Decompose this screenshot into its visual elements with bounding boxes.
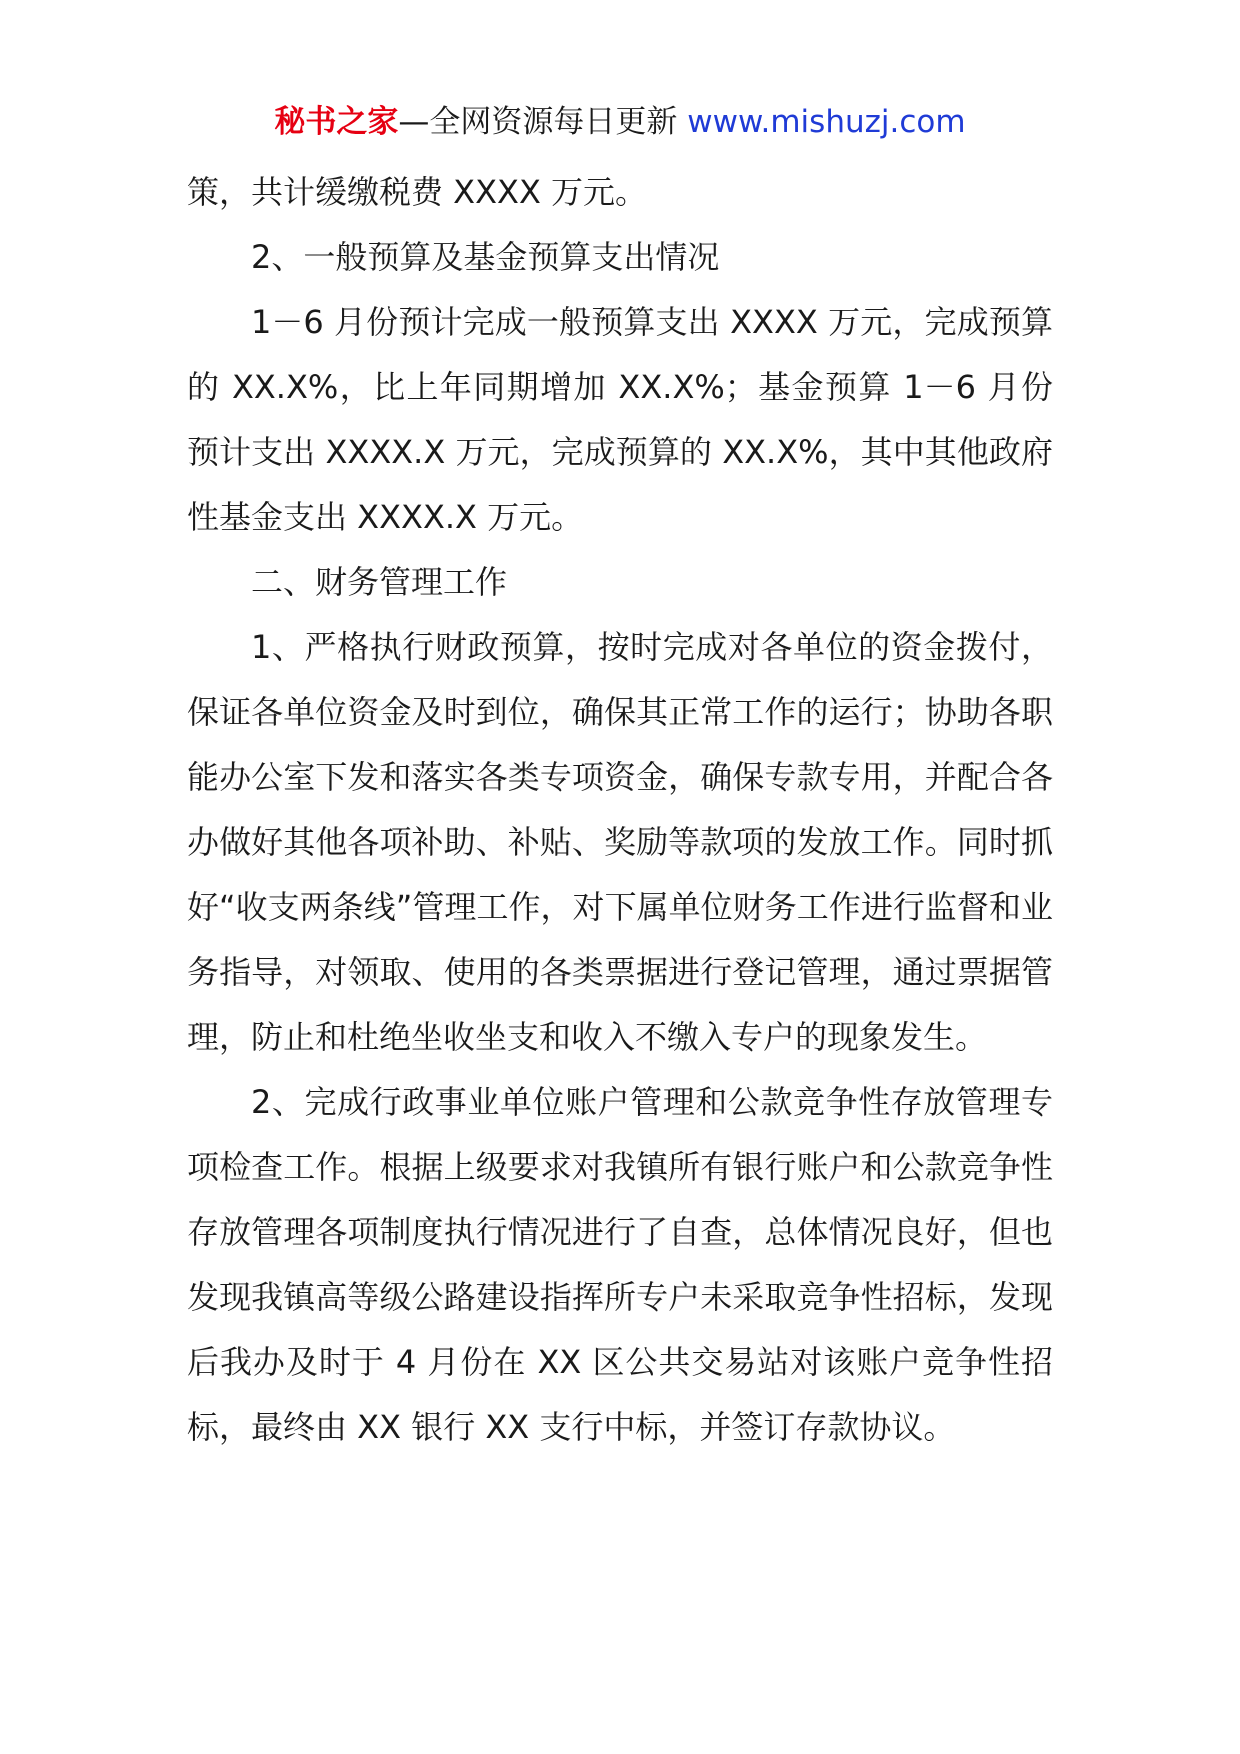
document-body (187, 160, 1053, 1460)
paragraph-continuation: 策，共计缓缴税费 XXXX 万元。 (187, 173, 648, 211)
brand-name: 秘书之家 (274, 104, 399, 140)
paragraph-budget-execution: 1、严格执行财政预算，按时完成对各单位的资金拨付，保证各单位资金及时到位，确保其正常工作的运行；协助各职能办公室下发和落实各类专项资金，确保专款专用，并配合各办做好其他各项补助、补贴、奖励等款项的发放工作。同时抓好“收支两条线”管理工作，对下属单位财务工作进行监督和业务指导，对领取、使用的各类票据进行登记管理，通过票据管理，防止和杜绝坐收坐支和收入不缴入专户的现象发生。 (187, 628, 1053, 1056)
header-tagline: —全网资源每日更新 (398, 104, 678, 140)
section-heading-financial-management: 二、财务管理工作 (251, 563, 508, 601)
section-heading-expenditure: 2、一般预算及基金预算支出情况 (251, 238, 720, 276)
page-header (0, 100, 1240, 144)
website-link[interactable]: www.mishuzj.com (687, 104, 966, 140)
paragraph-expenditure-detail: 1－6 月份预计完成一般预算支出 XXXX 万元，完成预算的 XX.X%，比上年同期增加 XX.X%；基金预算 1－6 月份预计支出 XXXX.X 万元，完成预算的 XX.X%，其中其他政府性基金支出 XXXX.X 万元。 (187, 303, 1053, 536)
paragraph-account-inspection: 2、完成行政事业单位账户管理和公款竞争性存放管理专项检查工作。根据上级要求对我镇所有银行账户和公款竞争性存放管理各项制度执行情况进行了自查，总体情况良好，但也发现我镇高等级公路建设指挥所专户未采取竞争性招标，发现后我办及时于 4 月份在 XX 区公共交易站对该账户竞争性招标，最终由 XX 银行 XX 支行中标，并签订存款协议。 (187, 1083, 1053, 1446)
